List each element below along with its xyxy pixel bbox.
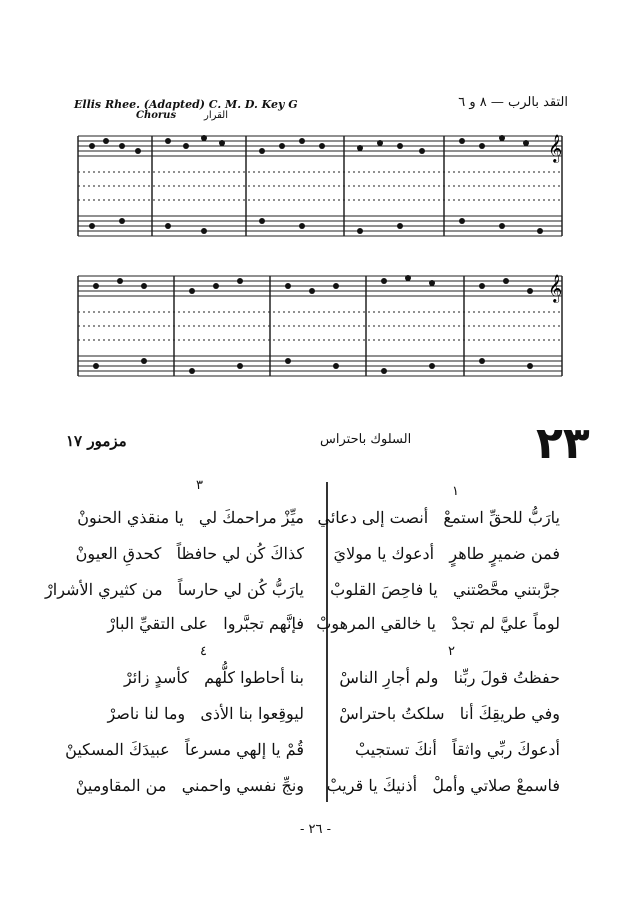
music-score-system-1 xyxy=(70,126,570,246)
treble-clef-icon: 𝄞 xyxy=(548,274,563,302)
treble-staff xyxy=(78,276,562,296)
verse-line: أدعوكَ ربِّي واثقاً أنكَ تستجيبْ xyxy=(354,740,560,759)
verse-line: بنا أحاطوا كلُّهم كأسدٍ زائرْ xyxy=(123,668,304,687)
column-divider xyxy=(326,482,328,802)
hymn-header-right: التقد بالرب — ٨ و ٦ xyxy=(458,95,568,110)
verse-line: ليوقِعوا بنا الأذى وما لنا ناصرْ xyxy=(107,704,304,723)
verse-line: يارَبُّ للحقِّ استمعْ أنصت إلى دعائي xyxy=(317,508,560,527)
verse-line: يارَبُّ كُن لي حارساً من كثيري الأشرارْ xyxy=(45,580,304,599)
verse-line: لوماً عليَّ لم تجدْ يا خالقي المرهوبْ xyxy=(316,614,560,633)
hymn-number: ٢٣ xyxy=(536,418,590,469)
bass-staff xyxy=(78,356,562,376)
hymn-title: السلوك باحتراس xyxy=(320,432,412,447)
verse-line: حفظتُ قولَ ربِّنا ولم أجارِ الناسْ xyxy=(339,668,560,687)
verse-line: وفي طريقِكَ أنا سلكتُ باحتراسْ xyxy=(339,704,560,723)
verse-line: ونجِّ نفسي واحمني من المقاومينْ xyxy=(75,776,304,795)
verse-number: ٣ xyxy=(196,478,203,493)
verse-line: قُمْ يا إلهي مسرعاً عبيدَكَ المسكينْ xyxy=(65,740,304,759)
verse-line: ميِّزْ مراحمكَ لي يا منقذي الحنونْ xyxy=(77,508,304,527)
music-score-system-2 xyxy=(70,266,570,386)
verse-number: ١ xyxy=(452,484,459,499)
verse-line: فاسمعْ صلاتي وأملْ أذنيكَ يا قريبْ xyxy=(326,776,560,795)
bass-staff xyxy=(78,216,562,236)
verse-line: فمن ضميرٍ طاهرٍ أدعوك يا مولايَ xyxy=(333,544,560,563)
verse-line: كذاكَ كُن لي حافظاً كحدقِ العيونْ xyxy=(75,544,304,563)
notes xyxy=(93,275,533,374)
solfa-rows xyxy=(78,312,562,340)
treble-clef-icon: 𝄞 xyxy=(548,134,563,162)
chorus-label-ar: القرار xyxy=(204,110,229,121)
solfa-rows xyxy=(78,172,562,200)
psalm-reference: مزمور ١٧ xyxy=(66,432,127,450)
verse-number: ٤ xyxy=(200,644,207,659)
chorus-label-en: Chorus xyxy=(136,110,177,121)
notes xyxy=(89,135,543,234)
hymn-header-left: Ellis Rhee. (Adapted) C. M. D. Key G xyxy=(74,98,298,111)
verse-line: فإنَّهم تجبَّروا على التقيِّ البارْ xyxy=(107,614,304,633)
verse-line: جرَّبتني محَّصْتني يا فاحِصَ القلوبْ xyxy=(330,580,560,599)
page-number: - ٢٦ - xyxy=(300,822,332,837)
verse-number: ٢ xyxy=(448,644,455,659)
